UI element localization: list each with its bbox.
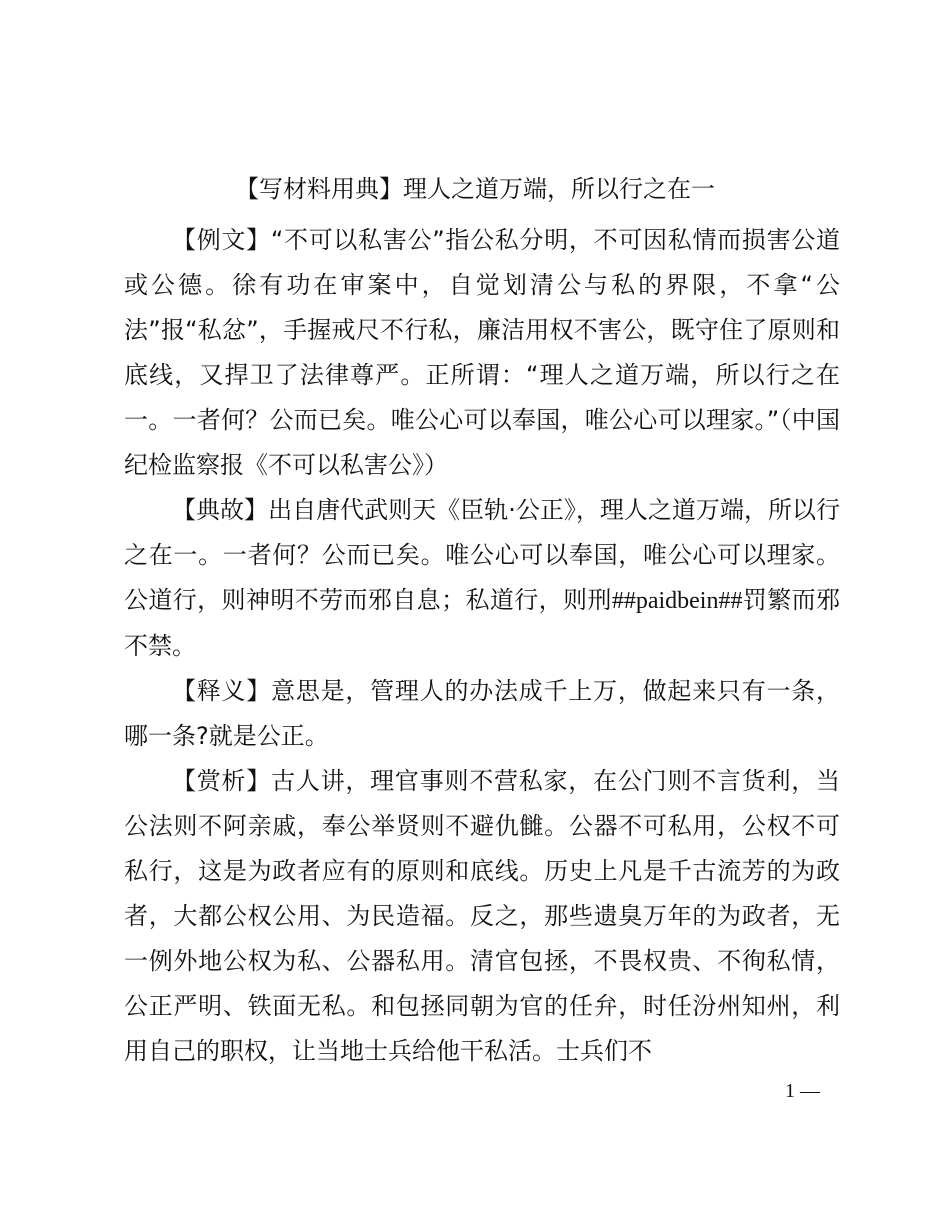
paragraph-marker: ##paidbein## xyxy=(611,588,743,614)
paragraph-text: 古人讲，理官事则不营私家，在公门则不言货利，当公法则不阿亲戚，奉公举贤则不避仇雠。公器不可私用，公权不可私行，这是为政者应有的原则和底线。历史上凡是千古流芳的为政者，大都公权公用、为民造福。反之，那些遗臭万年的为政者，无一例外地公权为私、公器私用。清官包拯，不畏权贵、不徇私情，公正严明、铁面无私。和包拯同朝为官的任弁，时任汾州知州，利用自己的职权，让当地士兵给他干私活。士兵们不 xyxy=(124,767,840,1065)
document-body xyxy=(124,218,840,1074)
paragraph-label: 【赏析】 xyxy=(172,767,272,795)
paragraph-text-continued: 罚繁而邪不禁。 xyxy=(124,586,841,660)
paragraph-example xyxy=(124,218,840,488)
paragraph-definition xyxy=(124,669,840,759)
paragraph-allusion xyxy=(124,488,840,669)
paragraph-text: “不可以私害公”指公私分明，不可因私情而损害公道或公德。徐有功在审案中，自觉划清公与私的界限，不拿“公法”报“私忿”，手握戒尺不行私，廉洁用权不害公，既守住了原则和底线，又捍卫了法律尊严。正所谓：“理人之道万端，所以行之在一。一者何？公而已矣。唯公心可以奉国，唯公心可以理家。”（中国纪检监察报《不可以私害公》） xyxy=(124,226,841,479)
paragraph-text: 意思是，管理人的办法成千上万，做起来只有一条，哪一条?就是公正。 xyxy=(124,677,840,750)
paragraph-label: 【典故】 xyxy=(172,496,269,524)
paragraph-analysis xyxy=(124,759,840,1074)
paragraph-text: 出自唐代武则天《臣轨·公正》，理人之道万端，所以行之在一。一者何？公而已矣。唯公心可以奉国，唯公心可以理家。公道行，则神明不劳而邪自息；私道行，则刑 xyxy=(124,496,840,614)
paragraph-label: 【释义】 xyxy=(172,677,272,705)
page-number: 1 — xyxy=(785,1080,820,1102)
paragraph-label: 【例文】 xyxy=(172,226,271,254)
document-title: 【写材料用典】理人之道万端，所以行之在一 xyxy=(235,175,715,203)
